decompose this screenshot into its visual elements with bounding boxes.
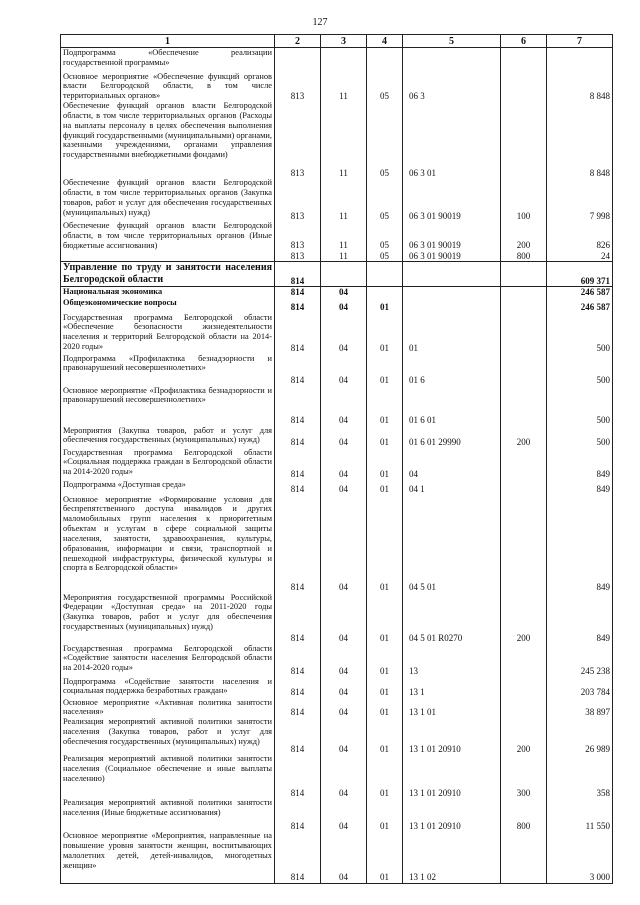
row-name: Основное мероприятие «Формирование условия для беспрепятственного доступа инвалидов и других маломобильных групп населения к приоритетным объектам и услугам в сфере социальной защиты населения, занятости, здравоохранения, культуры, образования, информации и связи, транспортной и пешеходной инфраструктуры, физической культуры и спорта в Белгородской области» — [61, 495, 275, 593]
section-code: 11 — [321, 251, 367, 262]
subsection-code: 01 — [367, 426, 403, 448]
target-code: 06 3 — [403, 72, 501, 102]
amount: 24 — [547, 251, 613, 262]
admin-code: 814 — [275, 313, 321, 354]
row-name: Мероприятия (Закупка товаров, работ и услуг для обеспечения государственных (муниципальных) нужд) — [61, 426, 275, 448]
amount: 246 587 — [547, 287, 613, 298]
table-row — [61, 698, 613, 718]
admin-code: 813 — [275, 101, 321, 178]
subsection-code — [367, 262, 403, 287]
amount: 26 989 — [547, 717, 613, 754]
admin-code — [275, 48, 321, 72]
row-name: Подпрограмма «Содействие занятости населения и социальная поддержка безработных граждан» — [61, 677, 275, 698]
amount: 246 587 — [547, 298, 613, 313]
expense-type-code — [501, 831, 547, 883]
subsection-code: 01 — [367, 698, 403, 718]
admin-code: 814 — [275, 754, 321, 798]
section-code: 11 — [321, 101, 367, 178]
column-header: 4 — [367, 35, 403, 48]
expense-type-code — [501, 101, 547, 178]
expense-type-code — [501, 313, 547, 354]
expense-type-code: 200 — [501, 221, 547, 251]
admin-code: 814 — [275, 287, 321, 298]
target-code: 01 6 01 — [403, 386, 501, 426]
admin-code: 814 — [275, 644, 321, 677]
table-row — [61, 593, 613, 644]
table-row — [61, 831, 613, 883]
amount: 3 000 — [547, 831, 613, 883]
row-name: Государственная программа Белгородской области «Содействие занятости населения Белгородской области на 2014-2020 годы» — [61, 644, 275, 677]
target-code — [403, 48, 501, 72]
expense-type-code — [501, 287, 547, 298]
target-code: 13 1 02 — [403, 831, 501, 883]
row-name: Мероприятия государственной программы Российской Федерации «Доступная среда» на 2011-2020 годы (Закупка товаров, работ и услуг для обеспечения государственных (муниципальных) нужд) — [61, 593, 275, 644]
expense-type-code: 200 — [501, 593, 547, 644]
section-code: 04 — [321, 698, 367, 718]
column-header: 1 — [61, 35, 275, 48]
section-code: 04 — [321, 426, 367, 448]
subsection-code: 01 — [367, 798, 403, 831]
amount: 826 — [547, 221, 613, 251]
row-name — [61, 251, 275, 262]
amount: 849 — [547, 480, 613, 495]
target-code: 13 — [403, 644, 501, 677]
target-code: 13 1 01 20910 — [403, 754, 501, 798]
page-number: 127 — [312, 17, 328, 28]
amount: 849 — [547, 593, 613, 644]
admin-code: 813 — [275, 178, 321, 221]
amount: 358 — [547, 754, 613, 798]
amount: 8 848 — [547, 72, 613, 102]
admin-code: 814 — [275, 798, 321, 831]
table-row — [61, 72, 613, 102]
row-name: Государственная программа Белгородской области «Обеспечение безопасности жизнедеятельности населения и территорий Белгородской области на 2014-2020 годы» — [61, 313, 275, 354]
row-name: Реализация мероприятий активной политики занятости населения (Закупка товаров, работ и услуг для обеспечения государственных (муниципальных) нужд) — [61, 717, 275, 754]
target-code: 06 3 01 90019 — [403, 251, 501, 262]
admin-code: 813 — [275, 72, 321, 102]
table-row — [61, 495, 613, 593]
row-name: Обеспечение функций органов власти Белгородской области, в том числе территориальных органов (Расходы на выплаты персоналу в целях обеспечения выполнения функций государственными (муниципальными) органами, казенными учреждениями, органами управления государственными внебюджетными фондами) — [61, 101, 275, 178]
target-code: 06 3 01 90019 — [403, 221, 501, 251]
amount: 500 — [547, 386, 613, 426]
table-row — [61, 386, 613, 426]
subsection-code: 01 — [367, 386, 403, 426]
expense-type-code: 200 — [501, 426, 547, 448]
amount: 500 — [547, 354, 613, 386]
amount: 849 — [547, 495, 613, 593]
subsection-code: 01 — [367, 480, 403, 495]
admin-code: 814 — [275, 354, 321, 386]
table-row — [61, 287, 613, 298]
amount: 500 — [547, 426, 613, 448]
section-code: 04 — [321, 354, 367, 386]
amount: 7 998 — [547, 178, 613, 221]
expense-type-code: 100 — [501, 178, 547, 221]
section-code — [321, 48, 367, 72]
expense-type-code — [501, 262, 547, 287]
target-code: 04 5 01 — [403, 495, 501, 593]
target-code: 01 6 — [403, 354, 501, 386]
subsection-code: 01 — [367, 717, 403, 754]
target-code — [403, 298, 501, 313]
amount: 609 371 — [547, 262, 613, 287]
section-code: 04 — [321, 754, 367, 798]
row-name: Подпрограмма «Профилактика безнадзорности и правонарушений несовершеннолетних» — [61, 354, 275, 386]
row-name: Основное мероприятие «Обеспечение функций органов власти Белгородской области, в том числе территориальных органов» — [61, 72, 275, 102]
admin-code: 814 — [275, 831, 321, 883]
section-code: 04 — [321, 495, 367, 593]
amount: 8 848 — [547, 101, 613, 178]
table-row — [61, 178, 613, 221]
section-code: 11 — [321, 178, 367, 221]
subsection-code: 05 — [367, 101, 403, 178]
admin-code: 813 — [275, 221, 321, 251]
expense-type-code: 300 — [501, 754, 547, 798]
row-name: Обеспечение функций органов власти Белгородской области, в том числе территориальных органов (Закупка товаров, работ и услуг для обеспечения государственных (муниципальных) нужд) — [61, 178, 275, 221]
amount: 38 897 — [547, 698, 613, 718]
expense-type-code — [501, 354, 547, 386]
expense-type-code — [501, 386, 547, 426]
amount — [547, 48, 613, 72]
section-code — [321, 262, 367, 287]
subsection-code: 05 — [367, 178, 403, 221]
row-name: Подпрограмма «Обеспечение реализации государственной программы» — [61, 48, 275, 72]
budget-table — [60, 34, 613, 884]
expense-type-code — [501, 448, 547, 480]
admin-code: 814 — [275, 448, 321, 480]
target-code: 13 1 01 20910 — [403, 717, 501, 754]
subsection-code: 01 — [367, 831, 403, 883]
section-code: 04 — [321, 717, 367, 754]
column-header: 3 — [321, 35, 367, 48]
table-row — [61, 101, 613, 178]
subsection-code — [367, 48, 403, 72]
subsection-code: 01 — [367, 644, 403, 677]
table-row — [61, 480, 613, 495]
target-code: 01 — [403, 313, 501, 354]
row-name: Обеспечение функций органов власти Белгородской области, в том числе территориальных органов (Иные бюджетные ассигнования) — [61, 221, 275, 251]
admin-code: 814 — [275, 593, 321, 644]
admin-code: 814 — [275, 262, 321, 287]
target-code: 04 — [403, 448, 501, 480]
table-row — [61, 298, 613, 313]
amount: 245 238 — [547, 644, 613, 677]
column-header: 6 — [501, 35, 547, 48]
row-name: Подпрограмма «Доступная среда» — [61, 480, 275, 495]
expense-type-code — [501, 298, 547, 313]
table-row — [61, 48, 613, 72]
expense-type-code — [501, 495, 547, 593]
subsection-code: 01 — [367, 448, 403, 480]
section-code: 04 — [321, 448, 367, 480]
subsection-code: 05 — [367, 221, 403, 251]
subsection-code: 01 — [367, 298, 403, 313]
table-row — [61, 798, 613, 831]
section-code: 04 — [321, 313, 367, 354]
row-name: Государственная программа Белгородской области «Социальная поддержка граждан в Белгородской области на 2014-2020 годы» — [61, 448, 275, 480]
amount: 203 784 — [547, 677, 613, 698]
target-code — [403, 262, 501, 287]
table-row — [61, 754, 613, 798]
section-code: 04 — [321, 593, 367, 644]
row-name: Управление по труду и занятости населения Белгородской области — [61, 262, 275, 287]
row-name: Национальная экономика — [61, 287, 275, 298]
table-row — [61, 426, 613, 448]
table-row — [61, 354, 613, 386]
expense-type-code: 800 — [501, 251, 547, 262]
column-header: 2 — [275, 35, 321, 48]
section-code: 04 — [321, 677, 367, 698]
target-code: 04 5 01 R0270 — [403, 593, 501, 644]
table-row — [61, 262, 613, 287]
expense-type-code — [501, 677, 547, 698]
section-code: 04 — [321, 480, 367, 495]
admin-code: 814 — [275, 698, 321, 718]
subsection-code: 01 — [367, 495, 403, 593]
expense-type-code — [501, 644, 547, 677]
table-row — [61, 251, 613, 262]
row-name: Реализация мероприятий активной политики занятости населения (Социальное обеспечение и иные выплаты населению) — [61, 754, 275, 798]
amount: 500 — [547, 313, 613, 354]
table-row — [61, 448, 613, 480]
admin-code: 813 — [275, 251, 321, 262]
target-code: 04 1 — [403, 480, 501, 495]
section-code: 04 — [321, 644, 367, 677]
subsection-code: 01 — [367, 313, 403, 354]
subsection-code: 01 — [367, 677, 403, 698]
table-row — [61, 644, 613, 677]
expense-type-code: 200 — [501, 717, 547, 754]
target-code: 01 6 01 29990 — [403, 426, 501, 448]
section-code: 11 — [321, 221, 367, 251]
row-name: Основное мероприятие «Профилактика безнадзорности и правонарушений несовершеннолетних» — [61, 386, 275, 426]
amount: 849 — [547, 448, 613, 480]
table-row — [61, 677, 613, 698]
expense-type-code — [501, 480, 547, 495]
table-row — [61, 221, 613, 251]
column-header: 7 — [547, 35, 613, 48]
expense-type-code: 800 — [501, 798, 547, 831]
row-name: Основное мероприятие «Активная политика занятости населения» — [61, 698, 275, 718]
admin-code: 814 — [275, 386, 321, 426]
target-code: 13 1 01 20910 — [403, 798, 501, 831]
subsection-code: 05 — [367, 72, 403, 102]
target-code: 06 3 01 90019 — [403, 178, 501, 221]
row-name: Реализация мероприятий активной политики занятости населения (Иные бюджетные ассигнования) — [61, 798, 275, 831]
amount: 11 550 — [547, 798, 613, 831]
target-code: 06 3 01 — [403, 101, 501, 178]
subsection-code — [367, 287, 403, 298]
target-code: 13 1 — [403, 677, 501, 698]
row-name: Основное мероприятие «Мероприятия, направленные на повышение уровня занятости женщин, воспитывающих малолетних детей, детей-инвалидов, многодетных женщин» — [61, 831, 275, 883]
admin-code: 814 — [275, 298, 321, 313]
admin-code: 814 — [275, 426, 321, 448]
subsection-code: 01 — [367, 593, 403, 644]
column-header: 5 — [403, 35, 501, 48]
table-row — [61, 717, 613, 754]
row-name: Общеэкономические вопросы — [61, 298, 275, 313]
admin-code: 814 — [275, 495, 321, 593]
subsection-code: 05 — [367, 251, 403, 262]
table-header-row — [61, 35, 613, 48]
expense-type-code — [501, 72, 547, 102]
expense-type-code — [501, 48, 547, 72]
expense-type-code — [501, 698, 547, 718]
section-code: 04 — [321, 798, 367, 831]
section-code: 04 — [321, 298, 367, 313]
admin-code: 814 — [275, 717, 321, 754]
section-code: 04 — [321, 386, 367, 426]
table-row — [61, 313, 613, 354]
target-code — [403, 287, 501, 298]
section-code: 11 — [321, 72, 367, 102]
target-code: 13 1 01 — [403, 698, 501, 718]
admin-code: 814 — [275, 480, 321, 495]
admin-code: 814 — [275, 677, 321, 698]
section-code: 04 — [321, 831, 367, 883]
subsection-code: 01 — [367, 754, 403, 798]
subsection-code: 01 — [367, 354, 403, 386]
section-code: 04 — [321, 287, 367, 298]
